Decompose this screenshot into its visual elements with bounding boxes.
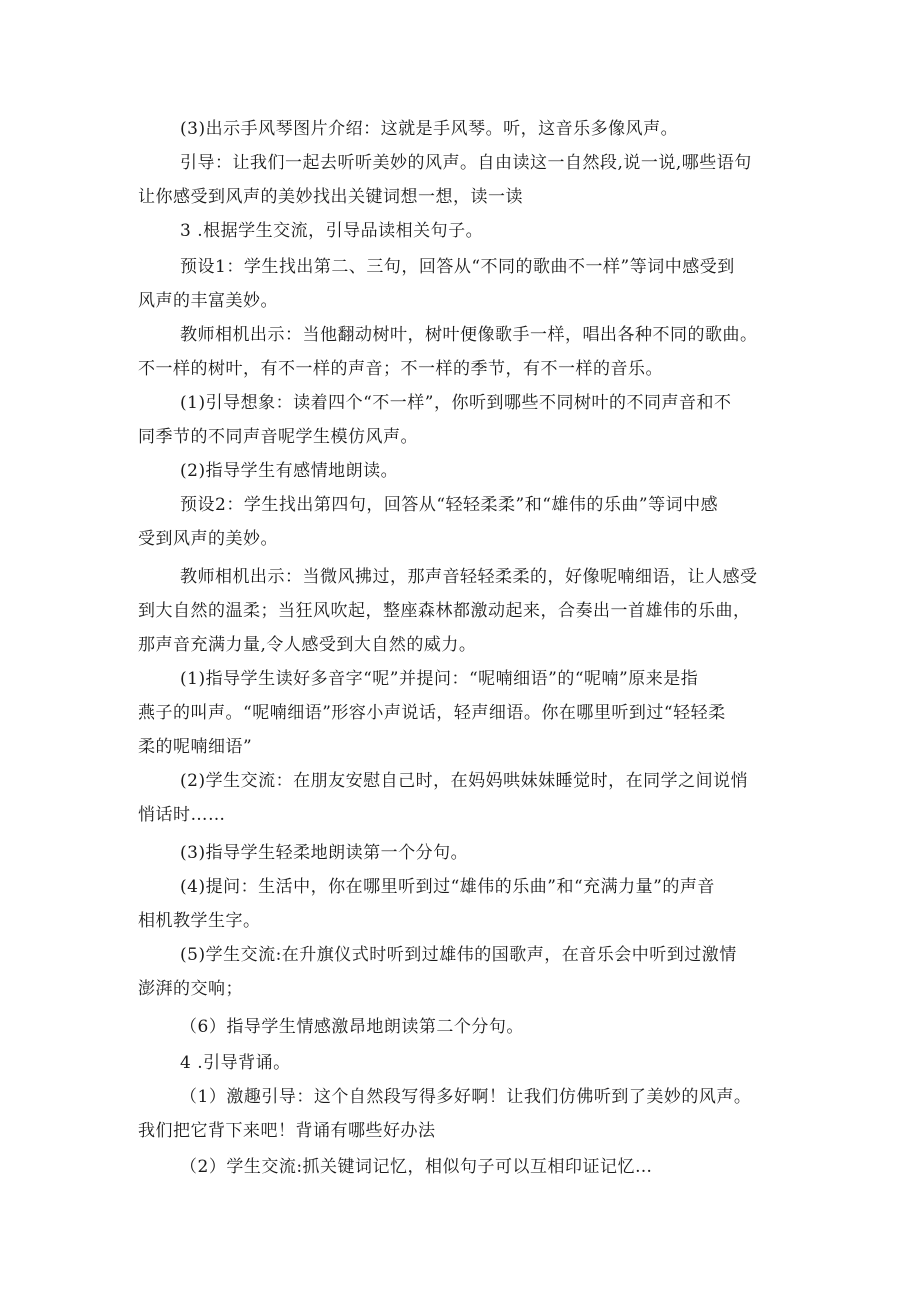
text-line: 预设2：学生找出第四句，回答从“轻轻柔柔”和“雄伟的乐曲”等词中感 [180, 495, 719, 515]
text-line: （2）学生交流:抓关键词记忆，相似句子可以互相印证记忆… [180, 1157, 653, 1177]
text-line: 我们把它背下来吧！背诵有哪些好办法 [138, 1121, 436, 1141]
text-line: （6）指导学生情感激昂地朗读第二个分句。 [180, 1017, 524, 1037]
text-line: 到大自然的温柔；当狂风吹起，整座森林都激动起来，合奏出一首雄伟的乐曲， [138, 601, 751, 621]
text-line: (3)出示手风琴图片介绍：这就是手风琴。听，这音乐多像风声。 [180, 119, 679, 139]
text-line: (2)指导学生有感情地朗读。 [180, 461, 399, 481]
text-line: （1）激趣引导：这个自然段写得多好啊！让我们仿佛听到了美妙的风声。 [180, 1087, 752, 1107]
text-line: 教师相机出示：当微风拂过，那声音轻轻柔柔的，好像呢喃细语，让人感受 [180, 567, 758, 587]
text-line: 柔的呢喃细语” [138, 737, 253, 757]
text-line: (3)指导学生轻柔地朗读第一个分句。 [180, 843, 469, 863]
text-line: 教师相机出示：当他翻动树叶，树叶便像歌手一样，唱出各种不同的歌曲。 [180, 325, 758, 345]
text-line: (2)学生交流：在朋友安慰自己时，在妈妈哄妹妹睡觉时，在同学之间说悄 [180, 771, 749, 791]
text-line: 不一样的树叶，有不一样的声音；不一样的季节，有不一样的音乐。 [138, 359, 663, 379]
text-line: 引导：让我们一起去听听美妙的风声。自由读这一自然段,说一说,哪些语句 [180, 153, 752, 173]
text-line: 悄话时…… [138, 805, 226, 825]
text-line: (4)提问：生活中，你在哪里听到过“雄伟的乐曲”和“充满力量”的声音 [180, 877, 715, 897]
text-line: 同季节的不同声音呢学生模仿风声。 [138, 427, 418, 447]
text-line: 那声音充满力量,令人感受到大自然的威力。 [138, 635, 477, 655]
text-line: 风声的丰富美妙。 [138, 291, 278, 311]
text-line: 燕子的叫声。“呢喃细语”形容小声说话，轻声细语。你在哪里听到过“轻轻柔 [138, 703, 726, 723]
text-line: 相机教学生字。 [138, 911, 261, 931]
text-line: 澎湃的交响； [138, 979, 243, 999]
text-line: (5)学生交流:在升旗仪式时听到过雄伟的国歌声，在音乐会中听到过激情 [180, 945, 737, 965]
text-line: 让你感受到风声的美妙找出关键词想一想，读一读 [138, 187, 523, 207]
text-line: (1)引导想象：读着四个“不一样”，你听到哪些不同树叶的不同声音和不 [180, 393, 732, 413]
text-line: 预设1：学生找出第二、三句，回答从“不同的歌曲不一样”等词中感受到 [180, 257, 735, 277]
text-line: (1)指导学生读好多音字“呢”并提问：“呢喃细语”的“呢喃”原来是指 [180, 669, 699, 689]
section-heading: 4 .引导背诵。 [180, 1053, 291, 1073]
text-line: 受到风声的美妙。 [138, 529, 278, 549]
section-heading: 3 .根据学生交流，引导品读相关句子。 [180, 221, 484, 241]
